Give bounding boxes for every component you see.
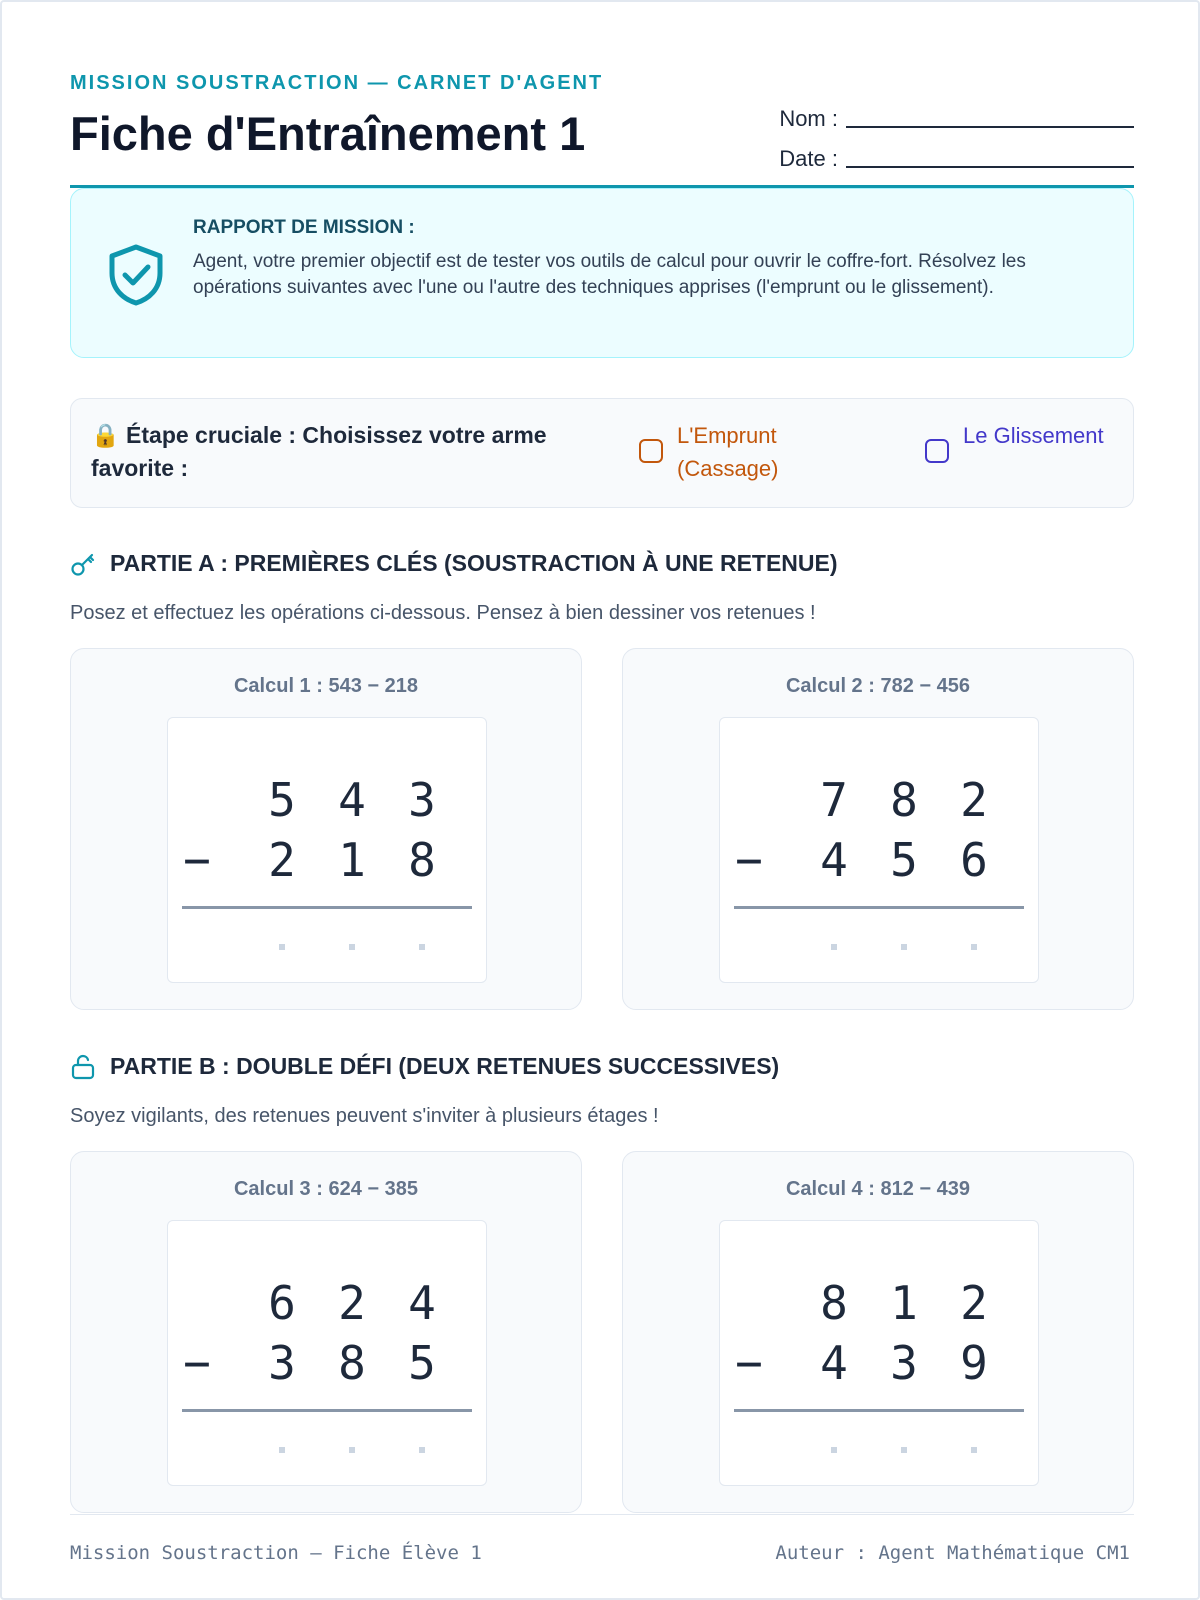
digit: 4 (820, 1336, 848, 1390)
digit: 2 (960, 773, 988, 827)
digit: 8 (820, 1276, 848, 1330)
answer-slot[interactable] (971, 944, 977, 950)
answer-slot[interactable] (349, 1447, 355, 1453)
shield-check-icon (107, 243, 165, 307)
checkbox-glissement[interactable] (925, 439, 949, 463)
footer-left: Mission Soustraction — Fiche Élève 1 (70, 1542, 482, 1564)
choice-prompt: 🔒 Étape cruciale : Choisissez votre arme favorite : (91, 422, 547, 481)
digit: 5 (890, 833, 918, 887)
result-rule (734, 906, 1024, 909)
calc-top-row (168, 1273, 488, 1333)
option-emprunt[interactable] (639, 419, 839, 485)
answer-slot[interactable] (901, 944, 907, 950)
calc-card-3 (70, 1151, 582, 1513)
mission-text: Agent, votre premier objectif est de tester vos outils de calcul pour ouvrir le coffre-fort. Résolvez les opérations suivantes avec l'une ou l'autre des techniques apprises (l'emprunt ou le glissement). (193, 251, 1026, 298)
calc-title: Calcul 1 : 543 − 218 (233, 675, 418, 697)
calc-work-area[interactable] (719, 1220, 1039, 1486)
result-rule (182, 906, 472, 909)
key-icon (70, 551, 96, 577)
calc-top-row (168, 770, 488, 830)
header-eyebrow: MISSION SOUSTRACTION — CARNET D'AGENT (70, 72, 604, 94)
date-line[interactable] (846, 144, 1134, 168)
answer-slot[interactable] (279, 1447, 285, 1453)
calc-title: Calcul 4 : 812 − 439 (785, 1178, 970, 1200)
answer-slot[interactable] (279, 944, 285, 950)
answer-slot[interactable] (831, 1447, 837, 1453)
answer-slot[interactable] (971, 1447, 977, 1453)
digit: 6 (960, 833, 988, 887)
name-label: Nom : (779, 106, 838, 131)
option-glissement-label: Le Glissement (963, 423, 1104, 448)
part-b-heading (70, 1053, 779, 1080)
minus-sign: − (183, 833, 211, 887)
header (70, 68, 1134, 188)
answer-slot[interactable] (349, 944, 355, 950)
digit: 2 (268, 833, 296, 887)
digit: 8 (338, 1336, 366, 1390)
option-emprunt-label: L'Emprunt (Cassage) (677, 423, 779, 481)
digit: 3 (890, 1336, 918, 1390)
method-choice-bar (70, 398, 1134, 508)
calc-card-4 (622, 1151, 1134, 1513)
part-a-title: PARTIE A : PREMIÈRES CLÉS (SOUSTRACTION À UNE RETENUE) (110, 550, 838, 576)
calc-title: Calcul 2 : 782 − 456 (785, 675, 970, 697)
result-rule (734, 1409, 1024, 1412)
calc-card-2 (622, 648, 1134, 1010)
digit: 8 (408, 833, 436, 887)
result-rule (182, 1409, 472, 1412)
digit: 3 (268, 1336, 296, 1390)
calc-card-1 (70, 648, 582, 1010)
part-b-subtitle: Soyez vigilants, des retenues peuvent s'inviter à plusieurs étages ! (70, 1105, 659, 1127)
answer-slot[interactable] (419, 1447, 425, 1453)
mission-title: RAPPORT DE MISSION : (193, 217, 415, 238)
name-line[interactable] (846, 104, 1134, 128)
part-a-heading (70, 550, 838, 577)
page-title: Fiche d'Entraînement 1 (70, 107, 586, 160)
digit: 3 (408, 773, 436, 827)
calc-top-row (720, 770, 1040, 830)
calc-bottom-row (168, 830, 488, 890)
option-glissement[interactable] (925, 419, 1115, 463)
checkbox-emprunt[interactable] (639, 439, 663, 463)
digit: 1 (338, 833, 366, 887)
date-field[interactable] (774, 132, 1134, 172)
calc-title: Calcul 3 : 624 − 385 (233, 1178, 418, 1200)
calc-work-area[interactable] (167, 717, 487, 983)
calc-bottom-row (720, 1333, 1040, 1393)
minus-sign: − (183, 1336, 211, 1390)
digit: 4 (408, 1276, 436, 1330)
answer-slot[interactable] (831, 944, 837, 950)
unlock-icon (70, 1054, 96, 1080)
footer-right: Auteur : Agent Mathématique CM1 (775, 1542, 1130, 1564)
calc-bottom-row (720, 830, 1040, 890)
digit: 4 (338, 773, 366, 827)
digit: 7 (820, 773, 848, 827)
digit: 8 (890, 773, 918, 827)
minus-sign: − (735, 1336, 763, 1390)
digit: 5 (268, 773, 296, 827)
calc-work-area[interactable] (719, 717, 1039, 983)
footer-divider (70, 1514, 1134, 1515)
answer-slot[interactable] (901, 1447, 907, 1453)
minus-sign: − (735, 833, 763, 887)
calc-top-row (720, 1273, 1040, 1333)
part-a-subtitle: Posez et effectuez les opérations ci-dessous. Pensez à bien dessiner vos retenues ! (70, 602, 816, 624)
digit: 5 (408, 1336, 436, 1390)
digit: 9 (960, 1336, 988, 1390)
answer-slot[interactable] (419, 944, 425, 950)
digit: 4 (820, 833, 848, 887)
digit: 1 (890, 1276, 918, 1330)
name-field[interactable] (774, 92, 1134, 132)
digit: 2 (338, 1276, 366, 1330)
mission-report-box (70, 188, 1134, 358)
date-label: Date : (779, 146, 838, 171)
calc-work-area[interactable] (167, 1220, 487, 1486)
student-fields (774, 92, 1134, 172)
part-b-title: PARTIE B : DOUBLE DÉFI (DEUX RETENUES SUCCESSIVES) (110, 1053, 780, 1079)
digit: 6 (268, 1276, 296, 1330)
calc-bottom-row (168, 1333, 488, 1393)
digit: 2 (960, 1276, 988, 1330)
